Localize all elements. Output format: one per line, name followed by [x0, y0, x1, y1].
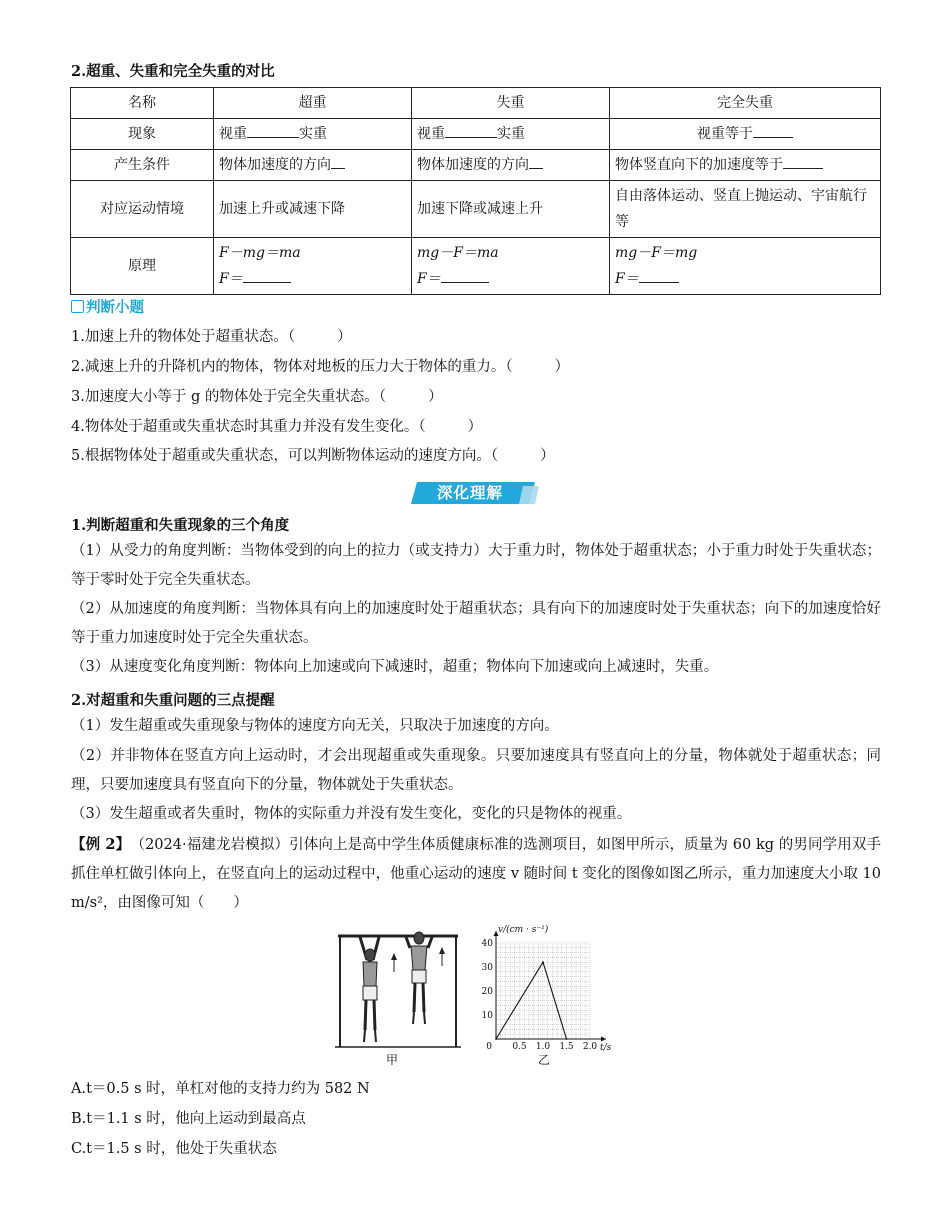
example-question [71, 830, 881, 918]
table-cell: 自由落体运动、竖直上抛运动、宇宙航行等 [610, 181, 881, 238]
table-row [71, 238, 881, 295]
chart-data-point [566, 1038, 568, 1040]
heading-three-reminders: 2.对超重和失重问题的三点提醒 [71, 692, 275, 709]
table-cell: 视重 实重 [412, 119, 610, 150]
option-c: C.t＝1.5 s 时，他处于失重状态 [71, 1141, 277, 1157]
paragraph: （2）并非物体在竖直方向上运动时，才会出现超重或失重现象。只要加速度具有竖直向上的分量，物体就处于超重状态；同理，只要加速度具有竖直向下的分量，物体就处于失重状态。 [71, 748, 881, 793]
table-cell: mg－F＝mg F＝ [610, 238, 881, 295]
chart-x-tick-label: 0.5 [512, 1042, 527, 1052]
figure-caption-right: 乙 [537, 1053, 551, 1067]
table-cell: 加速下降或减速上升 [412, 181, 610, 238]
example-source: （2024·福建龙岩模拟） [137, 837, 290, 853]
row-label: 对应运动情境 [71, 181, 214, 238]
table-header-cell: 名称 [71, 88, 214, 119]
chart-y-tick-label: 30 [481, 963, 493, 973]
option-a: A.t＝0.5 s 时，单杠对他的支持力约为 582 N [71, 1081, 370, 1097]
figure [330, 920, 620, 1070]
judge-item: 3.加速度大小等于 g 的物体处于完全失重状态。（ ） [71, 389, 443, 405]
paragraph: （1）发生超重或失重现象与物体的速度方向无关，只取决于加速度的方向。 [71, 718, 559, 734]
table-header-cell: 失重 [412, 88, 610, 119]
table-cell: 视重等于 [610, 119, 881, 150]
athlete-pulled-up [406, 932, 432, 1024]
chart-data-point [542, 961, 544, 963]
figure-caption-left: 甲 [385, 1053, 399, 1067]
table-cell: 物体竖直向下的加速度等于 [610, 150, 881, 181]
table-cell: 物体加速度的方向 [214, 150, 412, 181]
velocity-time-chart [482, 924, 612, 1053]
chart-y-tick-label: 20 [481, 987, 493, 997]
chart-y-tick-label: 40 [481, 939, 493, 949]
section-title-comparison: 2.超重、失重和完全失重的对比 [71, 63, 275, 80]
athlete-hanging [360, 937, 379, 1042]
judge-item: 2.减速上升的升降机内的物体，物体对地板的压力大于物体的重力。（ ） [71, 359, 570, 375]
heading-three-angles: 1.判断超重和失重现象的三个角度 [71, 517, 290, 534]
chart-x-tick-label: 1.0 [535, 1042, 551, 1052]
example-text: 引体向上是高中学生体质健康标准的选测项目，如图甲所示，质量为 60 kg 的男同学用双手抓住单杠做引体向上，在竖直向上的运动过程中，他重心运动的速度 v 随时间 t 变化的图像如图乙所示，重力加速度大小取 10 m/s²，由图像可知（ ） [71, 837, 882, 911]
chart-origin-label: 0 [486, 1042, 492, 1052]
example-tag: 【例 2】 [71, 836, 124, 853]
row-label: 产生条件 [71, 150, 214, 181]
judge-item: 5.根据物体处于超重或失重状态，可以判断物体运动的速度方向。（ ） [71, 448, 555, 464]
table-cell: 视重 实重 [214, 119, 412, 150]
judge-item: 1.加速上升的物体处于超重状态。（ ） [71, 329, 352, 345]
pull-up-illustration [335, 932, 461, 1047]
option-b: B.t＝1.1 s 时，他向上运动到最高点 [71, 1111, 306, 1127]
table-header-cell: 超重 [214, 88, 412, 119]
chart-x-arrow [601, 1037, 606, 1042]
chart-y-axis-label: v/(cm · s⁻¹) [498, 925, 549, 935]
chart-x-tick-label: 2.0 [582, 1042, 598, 1052]
chart-y-tick-label: 10 [481, 1011, 493, 1021]
table-header-cell: 完全失重 [610, 88, 881, 119]
chart-data-point [495, 1038, 497, 1040]
checkbox-icon [71, 300, 84, 313]
judge-section-tag: 判断小题 [71, 296, 144, 317]
paragraph: （3）发生超重或者失重时，物体的实际重力并没有发生变化，变化的只是物体的视重。 [71, 806, 632, 822]
paragraph: （1）从受力的角度判断：当物体受到的向上的拉力（或支持力）大于重力时，物体处于超重状态；小于重力时处于失重状态；等于零时处于完全失重状态。 [71, 543, 881, 588]
paragraph: （2）从加速度的角度判断：当物体具有向上的加速度时处于超重状态；具有向下的加速度时处于失重状态；向下的加速度恰好等于重力加速度时处于完全失重状态。 [71, 601, 881, 646]
table-cell: 加速上升或减速下降 [214, 181, 412, 238]
paragraph: （3）从速度变化角度判断：物体向上加速或向下减速时，超重；物体向下加速或向上减速时，失重。 [71, 659, 719, 675]
table-cell: 物体加速度的方向 [412, 150, 610, 181]
table-row [71, 119, 881, 150]
table-cell: mg－F＝ma F＝ [412, 238, 610, 295]
row-label: 原理 [71, 238, 214, 295]
table-row [71, 181, 881, 238]
table-cell: F－mg＝ma F＝ [214, 238, 412, 295]
chart-grid [496, 943, 590, 1039]
table-header-row [71, 88, 881, 119]
table-row [71, 150, 881, 181]
comparison-table [70, 87, 881, 295]
deepen-understanding-banner: 深化理解 [411, 482, 539, 504]
chart-x-tick-label: 1.5 [559, 1042, 574, 1052]
row-label: 现象 [71, 119, 214, 150]
chart-x-axis-label: t/s [600, 1043, 612, 1053]
judge-item: 4.物体处于超重或失重状态时其重力并没有发生变化。（ ） [71, 419, 483, 435]
figure-svg [330, 920, 620, 1070]
